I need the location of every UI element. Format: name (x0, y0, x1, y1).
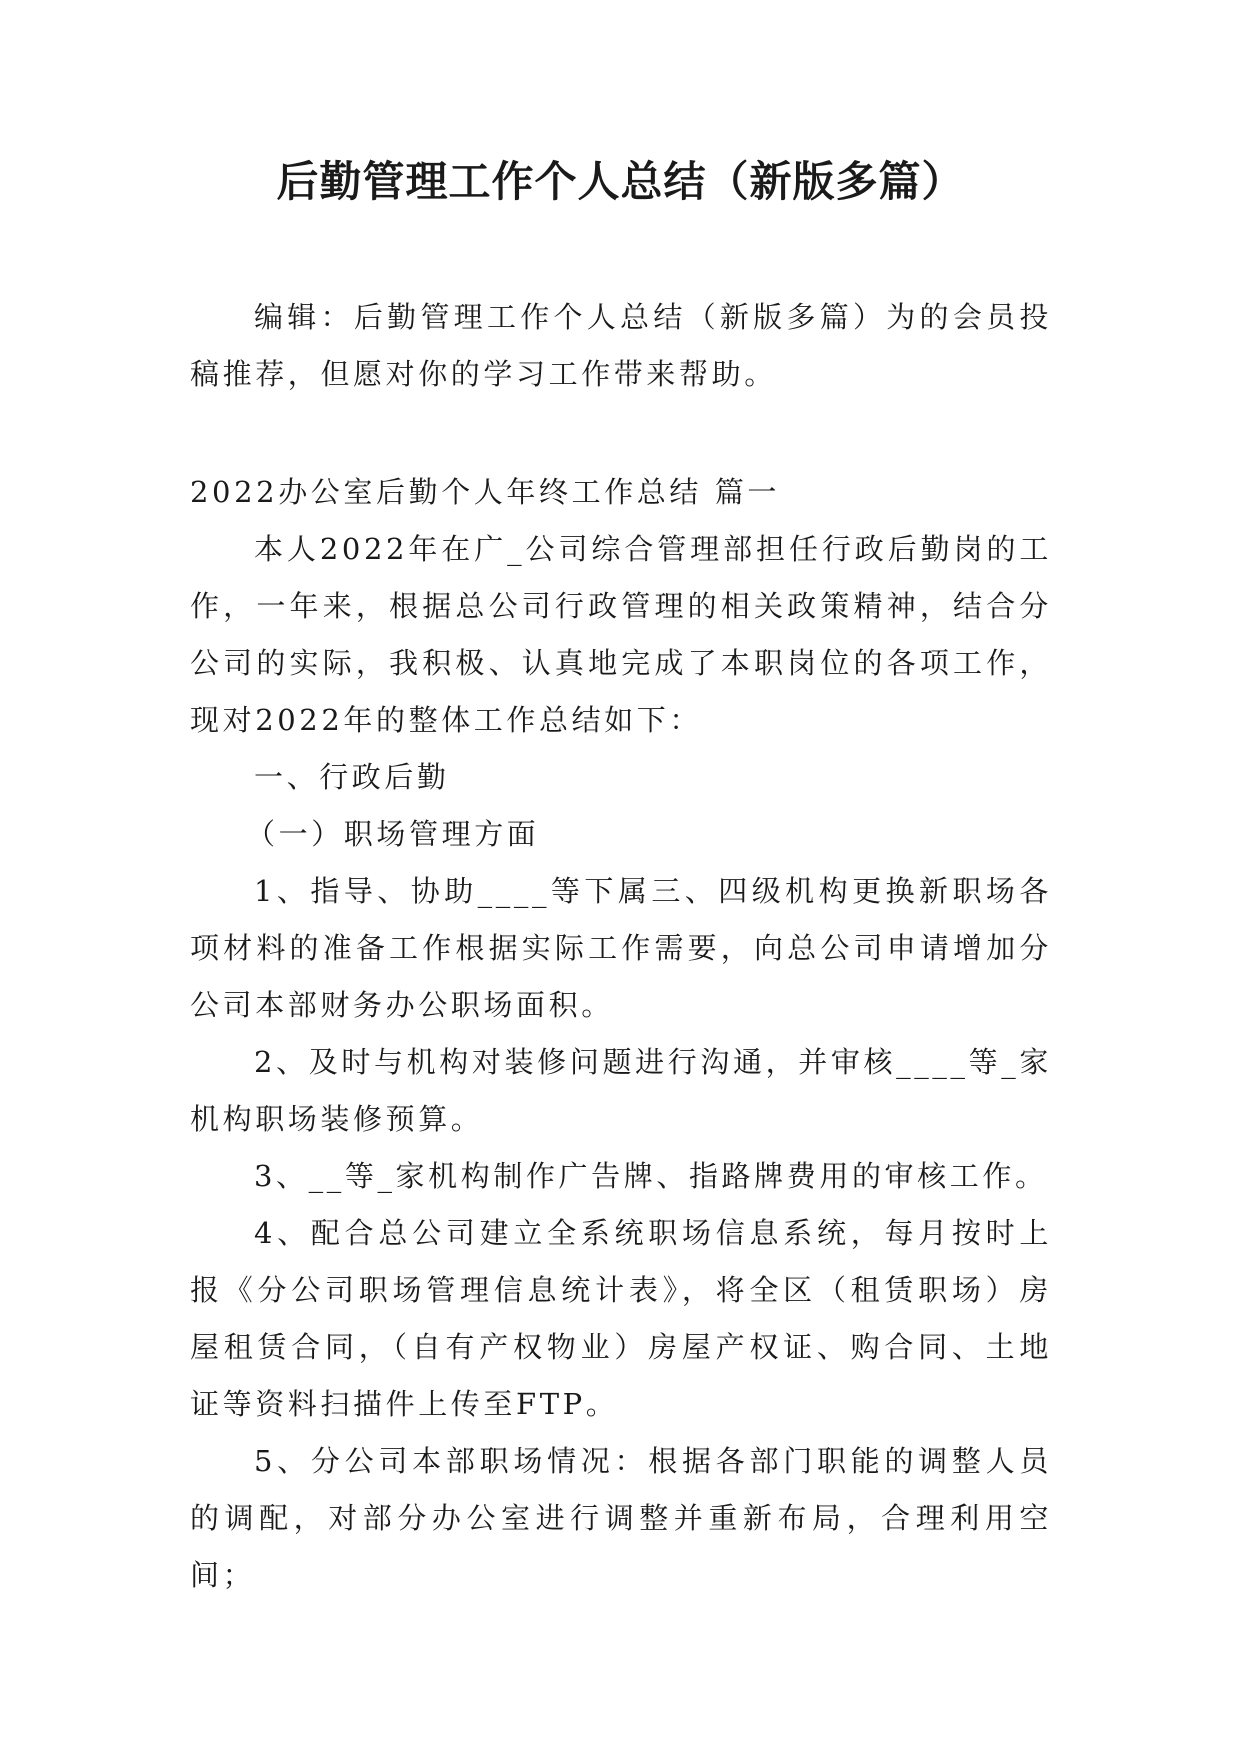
section-block (190, 464, 1052, 1604)
paragraph-8: 5、分公司本部职场情况：根据各部门职能的调整人员的调配，对部分办公室进行调整并重新布局，合理利用空间； (190, 1444, 1052, 1592)
document-title: 后勤管理工作个人总结（新版多篇） (276, 157, 965, 206)
intro-block (190, 289, 1052, 403)
paragraph-3: （一）职场管理方面 (246, 817, 540, 851)
paragraph-6: 3、__等_家机构制作广告牌、指路牌费用的审核工作。 (254, 1159, 1048, 1193)
paragraph-2: 一、行政后勤 (254, 760, 450, 794)
intro-paragraph: 编辑：后勤管理工作个人总结（新版多篇）为的会员投稿推荐，但愿对你的学习工作带来帮助。 (190, 300, 1052, 391)
paragraph-7: 4、配合总公司建立全系统职场信息系统，每月按时上报《分公司职场管理信息统计表》，将全区（租赁职场）房屋租赁合同，（自有产权物业）房屋产权证、购合同、土地证等资料扫描件上传至FTP。 (190, 1216, 1052, 1421)
paragraph-1: 本人2022年在广_公司综合管理部担任行政后勤岗的工作，一年来，根据总公司行政管理的相关政策精神，结合分公司的实际，我积极、认真地完成了本职岗位的各项工作，现对2022年的整体工作总结如下： (190, 532, 1052, 737)
paragraph-5: 2、及时与机构对装修问题进行沟通，并审核____等_家机构职场装修预算。 (190, 1045, 1052, 1136)
section-heading: 2022办公室后勤个人年终工作总结 篇一 (190, 475, 781, 509)
paragraph-4: 1、指导、协助____等下属三、四级机构更换新职场各项材料的准备工作根据实际工作需要，向总公司申请增加分公司本部财务办公职场面积。 (190, 874, 1052, 1022)
